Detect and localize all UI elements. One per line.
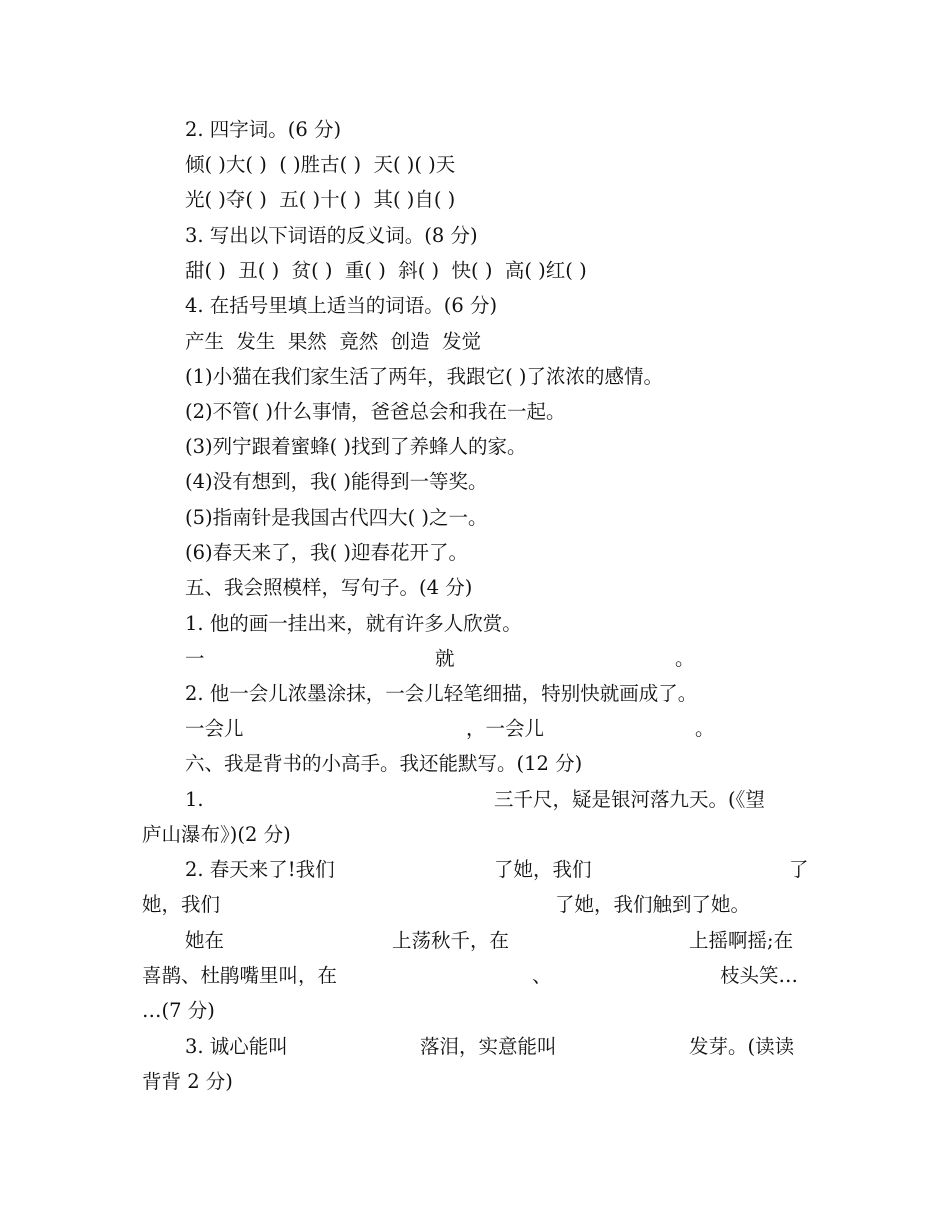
antonym-row: 甜( ) 丑( ) 贫( ) 重( ) 斜( ) 快( ) 高( )红( ) [185, 259, 587, 282]
passage-2-part-c: 了 [789, 858, 809, 881]
poem-1-source: 庐山瀑布》)(2 分) [142, 823, 291, 846]
fill-sentence-3: (3)列宁跟着蜜蜂( )找到了养蜂人的家。 [185, 435, 527, 458]
proverb-3-score: 背背 2 分) [142, 1070, 233, 1093]
example-sentence-2: 2. 他一会儿浓墨涂抹，一会儿轻笔细描，特别快就画成了。 [185, 682, 698, 705]
idiom-row-1: 倾( )大( ) ( )胜古( ) 天( )( )天 [185, 153, 456, 176]
passage-2-line3-a: 她在 [185, 929, 225, 952]
poem-1-text: 三千尺，疑是银河落九天。(《望 [494, 788, 765, 811]
passage-2-line2-a: 她，我们 [142, 893, 221, 916]
poem-1-number: 1. [185, 788, 204, 811]
passage-2-score: …(7 分) [142, 999, 215, 1022]
section-2-title: 2. 四字词。(6 分) [185, 118, 342, 141]
passage-2-line4-c: 枝头笑… [720, 964, 799, 987]
pattern-2-part-a: 一会儿 [185, 717, 244, 740]
fill-sentence-5: (5)指南针是我国古代四大( )之一。 [185, 506, 488, 529]
pattern-1-part-b: 就 [435, 647, 455, 670]
passage-2-line3-b: 上荡秋千，在 [392, 929, 510, 952]
passage-2-part-a: 2. 春天来了!我们 [185, 858, 335, 881]
passage-2-part-b: 了她，我们 [494, 858, 592, 881]
fill-sentence-1: (1)小猫在我们家生活了两年，我跟它( )了浓浓的感情。 [185, 365, 664, 388]
example-sentence-1: 1. 他的画一挂出来，就有许多人欣赏。 [185, 612, 522, 635]
proverb-3-part-a: 3. 诚心能叫 [185, 1035, 288, 1058]
fill-sentence-6: (6)春天来了，我( )迎春花开了。 [185, 541, 469, 564]
pattern-2-part-b: ，一会儿 [466, 717, 545, 740]
part-6-title: 六、我是背书的小高手。我还能默写。(12 分) [185, 752, 583, 775]
section-3-title: 3. 写出以下词语的反义词。(8 分) [185, 224, 478, 247]
part-5-title: 五、我会照模样，写句子。(4 分) [185, 576, 473, 599]
section-4-title: 4. 在括号里填上适当的词语。(6 分) [185, 294, 498, 317]
pattern-2-part-c: 。 [695, 717, 715, 740]
passage-2-line4-a: 喜鹊、杜鹃嘴里叫，在 [142, 964, 338, 987]
proverb-3-part-c: 发芽。(读读 [689, 1035, 795, 1058]
idiom-row-2: 光( )夺( ) 五( )十( ) 其( )自( ) [185, 188, 456, 211]
fill-sentence-4: (4)没有想到，我( )能得到一等奖。 [185, 470, 488, 493]
passage-2-line2-b: 了她，我们触到了她。 [555, 893, 751, 916]
pattern-1-part-c: 。 [675, 647, 695, 670]
passage-2-line4-b: 、 [532, 964, 552, 987]
word-bank: 产生 发生 果然 竟然 创造 发觉 [185, 330, 481, 353]
proverb-3-part-b: 落泪，实意能叫 [420, 1035, 557, 1058]
pattern-1-part-a: 一 [185, 647, 205, 670]
fill-sentence-2: (2)不管( )什么事情，爸爸总会和我在一起。 [185, 400, 566, 423]
passage-2-line3-c: 上摇啊摇;在 [689, 929, 794, 952]
